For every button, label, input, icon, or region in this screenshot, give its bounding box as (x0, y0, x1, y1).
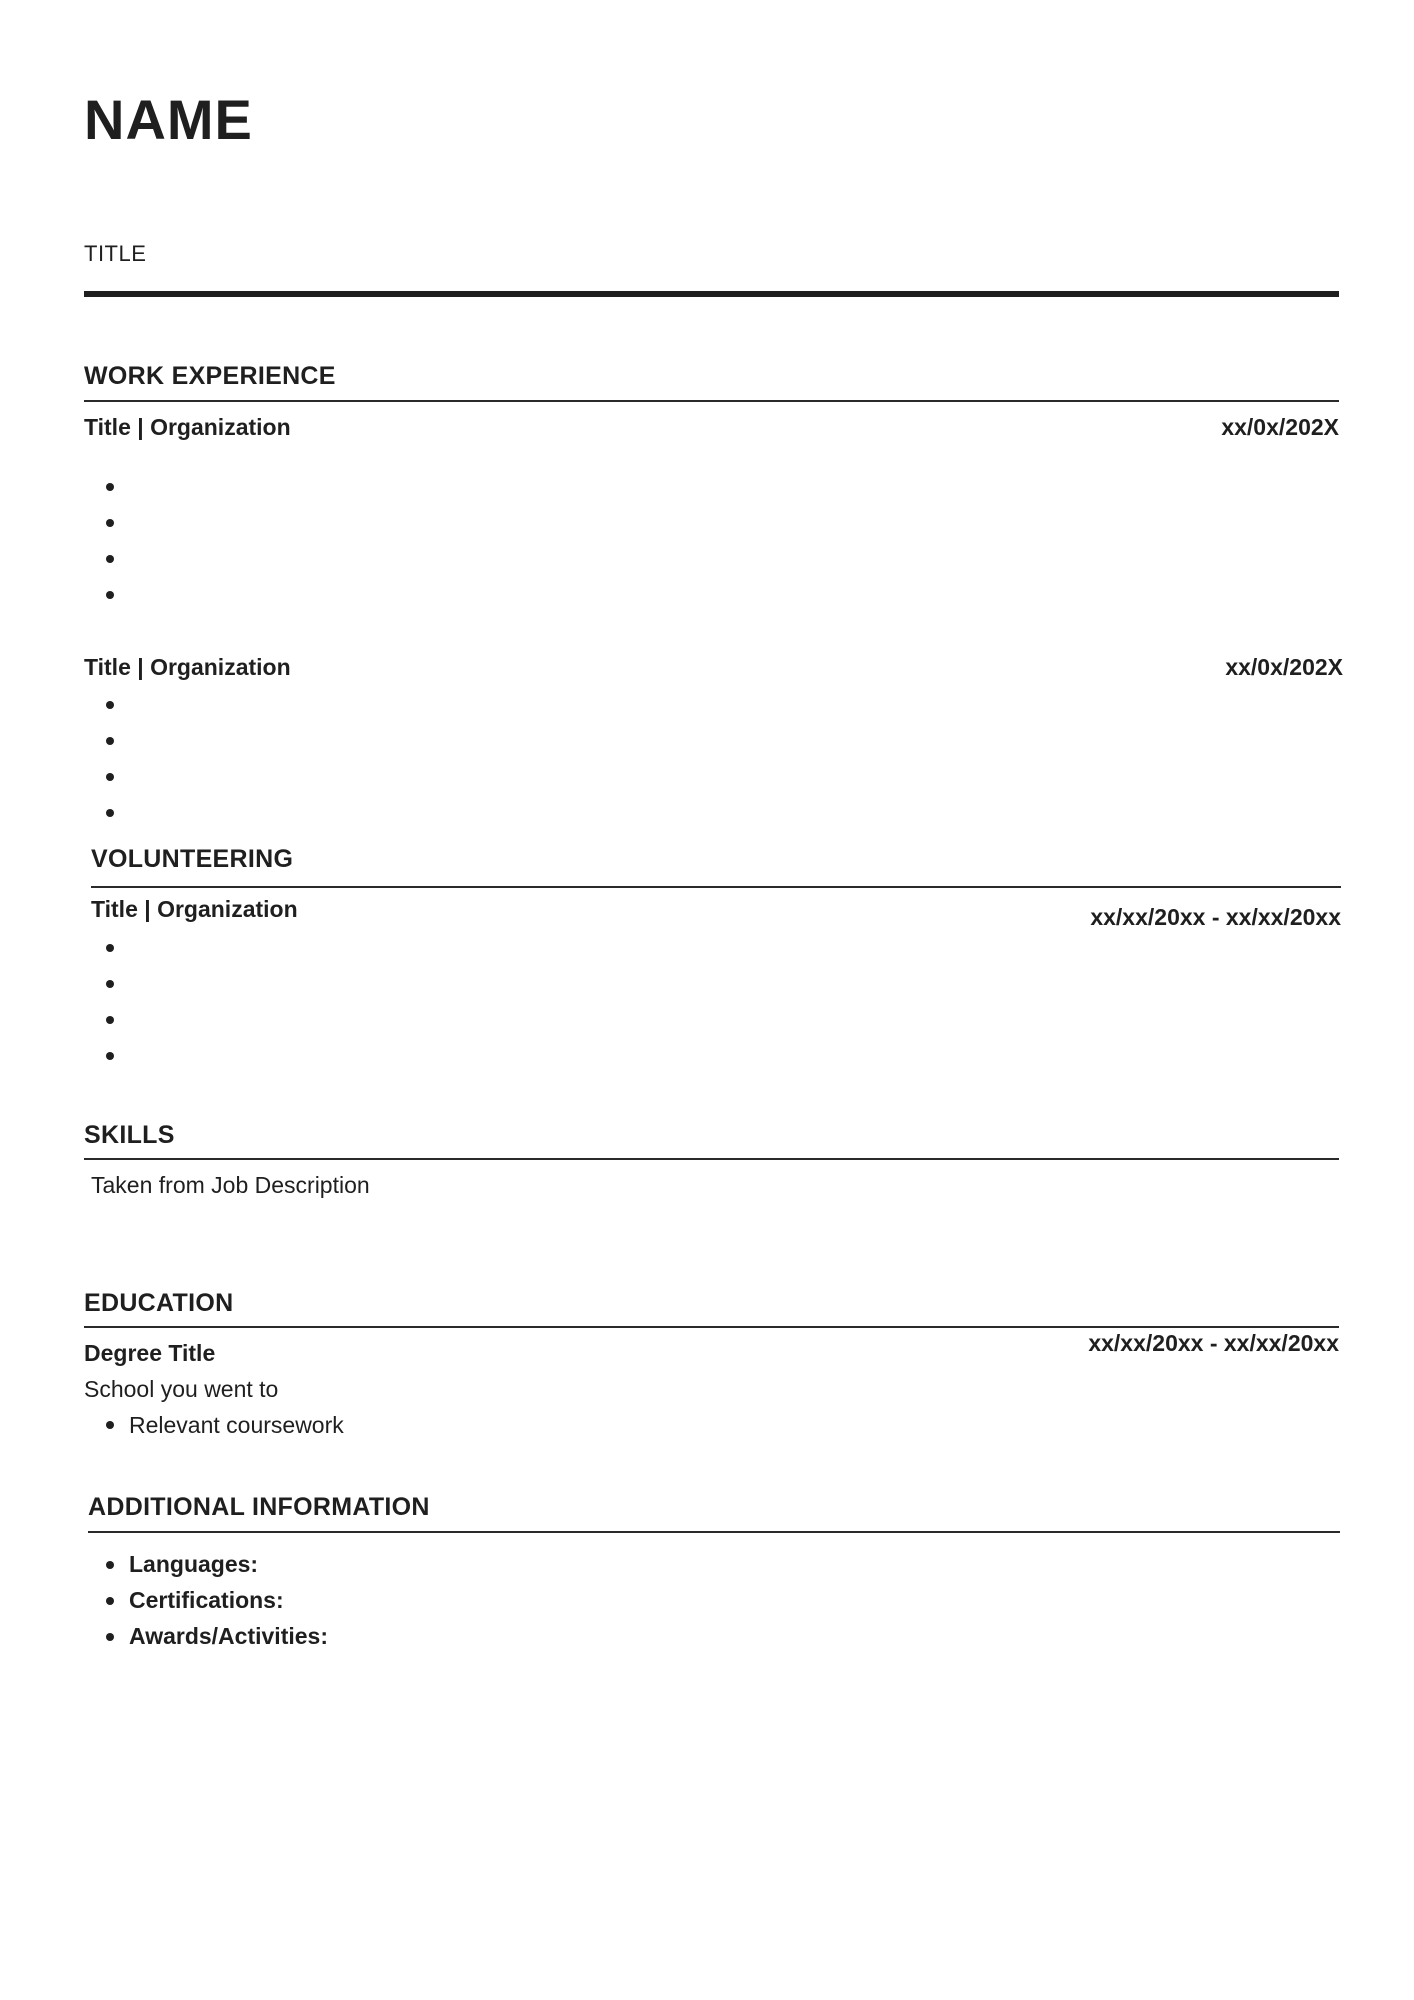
work-entry-2-bullet (106, 701, 114, 709)
volunteering-divider (91, 886, 1341, 888)
skills-text: Taken from Job Description (91, 1172, 370, 1198)
work-entry-2-bullet (106, 773, 114, 781)
additional-info-bullet (106, 1633, 114, 1641)
education-school: School you went to (84, 1376, 279, 1402)
skills-divider (84, 1158, 1339, 1160)
education-heading: EDUCATION (84, 1289, 234, 1317)
work-experience-divider (84, 400, 1339, 402)
volunteering-entry-title: Title | Organization (91, 896, 298, 922)
education-degree: Degree Title (84, 1340, 216, 1366)
additional-info-awards: Awards/Activities: (129, 1623, 328, 1649)
work-entry-1-date: xx/0x/202X (1221, 414, 1339, 440)
work-entry-2-bullet (106, 809, 114, 817)
work-experience-heading: WORK EXPERIENCE (84, 362, 336, 390)
volunteering-bullet (106, 980, 114, 988)
additional-info-heading: ADDITIONAL INFORMATION (88, 1493, 430, 1521)
volunteering-bullet (106, 944, 114, 952)
additional-info-divider (88, 1531, 1340, 1533)
education-bullet (106, 1421, 114, 1429)
additional-info-bullet (106, 1561, 114, 1569)
education-coursework: Relevant coursework (129, 1412, 344, 1438)
work-entry-2-bullet (106, 737, 114, 745)
work-entry-1-title: Title | Organization (84, 414, 291, 440)
work-entry-1-bullet (106, 519, 114, 527)
additional-info-languages: Languages: (129, 1551, 259, 1577)
education-divider (84, 1326, 1339, 1328)
work-entry-1-bullet (106, 555, 114, 563)
volunteering-heading: VOLUNTEERING (91, 845, 294, 873)
volunteering-entry-date: xx/xx/20xx - xx/xx/20xx (1090, 904, 1341, 930)
education-date: xx/xx/20xx - xx/xx/20xx (1088, 1330, 1339, 1356)
additional-info-certifications: Certifications: (129, 1587, 284, 1613)
resume-title: TITLE (84, 241, 147, 266)
work-entry-1-bullet (106, 483, 114, 491)
volunteering-bullet (106, 1052, 114, 1060)
work-entry-2-date: xx/0x/202X (1225, 654, 1343, 680)
volunteering-bullet (106, 1016, 114, 1024)
header-divider (84, 291, 1339, 297)
skills-heading: SKILLS (84, 1121, 175, 1149)
additional-info-bullet (106, 1597, 114, 1605)
work-entry-1-bullet (106, 591, 114, 599)
resume-name: NAME (84, 88, 253, 151)
work-entry-2-title: Title | Organization (84, 654, 291, 680)
